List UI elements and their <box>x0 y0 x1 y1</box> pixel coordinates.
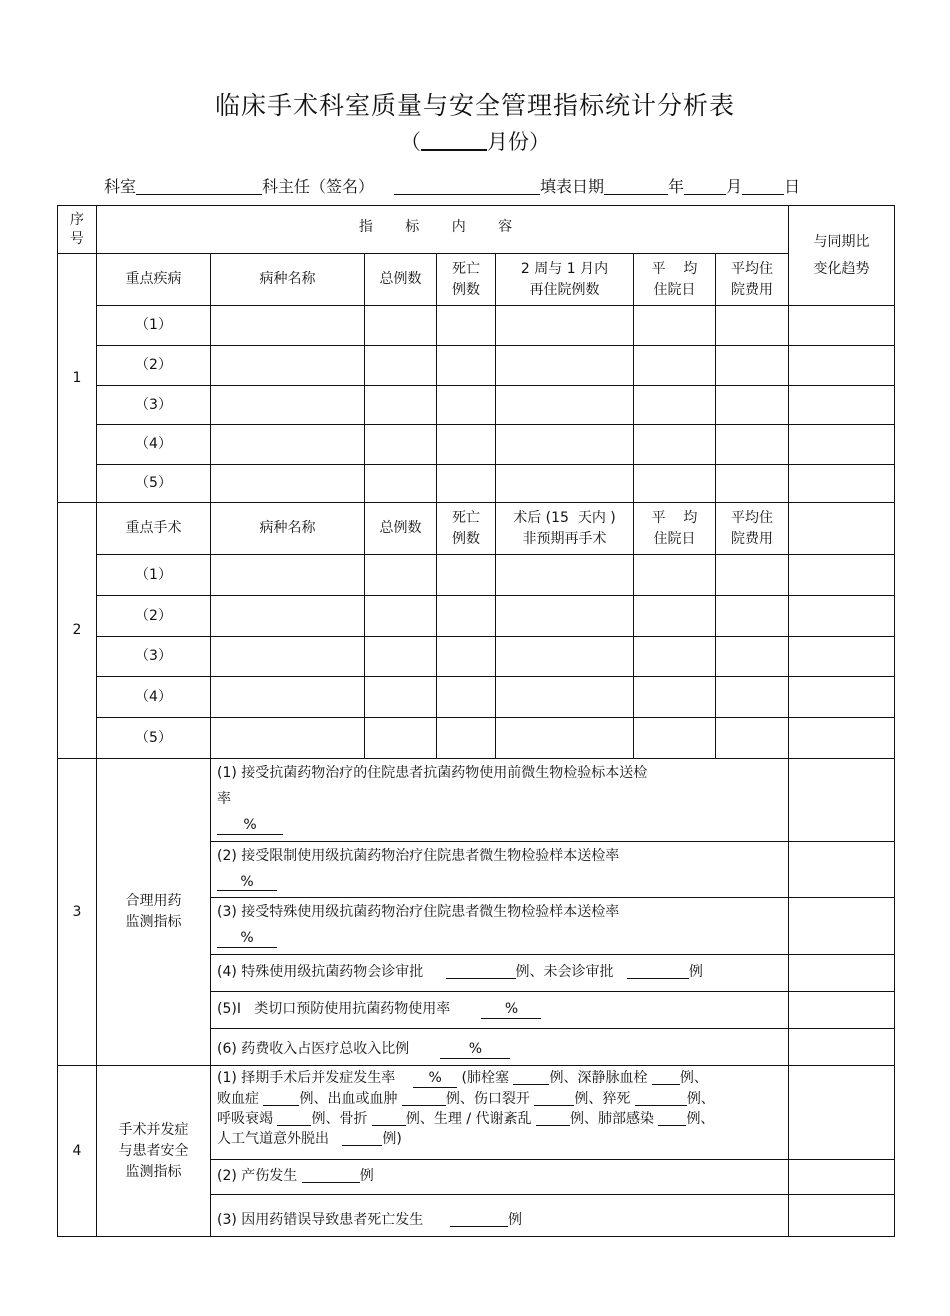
year-label: 年 <box>668 177 685 196</box>
cell[interactable] <box>437 718 496 759</box>
trend-cell[interactable] <box>789 677 895 718</box>
cell[interactable] <box>211 555 365 596</box>
trend-cell[interactable] <box>789 1066 895 1160</box>
cell[interactable] <box>437 465 496 503</box>
trend-cell[interactable] <box>789 503 895 555</box>
dept-label: 科室 <box>104 177 137 196</box>
director-label: 科主任（签名） <box>262 177 375 196</box>
trend-cell[interactable] <box>789 637 895 677</box>
section4-label: 手术并发症 与患者安全 监测指标 <box>97 1066 211 1237</box>
cell[interactable] <box>716 596 789 637</box>
section2-header: 平均住 院费用 <box>716 503 789 555</box>
cell[interactable] <box>716 677 789 718</box>
section3-item-6: (6) 药费收入占医疗总收入比例 % <box>211 1029 789 1066</box>
section1-header: 平均住 院费用 <box>716 254 789 306</box>
cell[interactable] <box>437 425 496 465</box>
cell[interactable] <box>211 386 365 425</box>
trend-cell[interactable] <box>789 955 895 992</box>
date-label: 填表日期 <box>540 177 605 196</box>
count-blank[interactable] <box>635 1091 687 1106</box>
section1-row-label: （5） <box>97 465 211 503</box>
cell[interactable] <box>634 306 716 346</box>
count-blank[interactable] <box>402 1091 446 1106</box>
cell[interactable] <box>716 555 789 596</box>
director-signature-blank[interactable] <box>394 178 540 195</box>
count-blank[interactable] <box>263 1091 299 1106</box>
percent-field[interactable]: % <box>481 1001 541 1019</box>
cell[interactable] <box>365 596 437 637</box>
cell[interactable] <box>634 596 716 637</box>
percent-field[interactable]: % <box>217 930 277 948</box>
section2-header: 重点手术 <box>97 503 211 555</box>
count-blank[interactable] <box>372 1111 406 1126</box>
cell[interactable] <box>634 677 716 718</box>
trend-cell[interactable] <box>789 1195 895 1237</box>
section1-header: 死亡 例数 <box>437 254 496 306</box>
cell[interactable] <box>496 677 634 718</box>
cell[interactable] <box>716 637 789 677</box>
cell[interactable] <box>437 306 496 346</box>
section1-number: 1 <box>58 254 97 503</box>
section2-row-label: （3） <box>97 637 211 677</box>
count-blank[interactable] <box>450 1212 508 1227</box>
section2-number: 2 <box>58 503 97 759</box>
count-blank[interactable] <box>342 1131 382 1146</box>
cell[interactable] <box>437 346 496 386</box>
section2-header: 术后 (15 天内 ) 非预期再手术 <box>496 503 634 555</box>
cell[interactable] <box>496 555 634 596</box>
cell[interactable] <box>365 637 437 677</box>
count-blank[interactable] <box>513 1070 549 1085</box>
trend-header: 与同期比 变化趋势 <box>789 206 895 306</box>
count-blank[interactable] <box>446 964 516 979</box>
count-blank[interactable] <box>302 1168 360 1183</box>
month-field-blank[interactable] <box>684 178 726 195</box>
indicator-table <box>57 205 895 1237</box>
cell[interactable] <box>365 386 437 425</box>
section2-row-label: （4） <box>97 677 211 718</box>
trend-cell[interactable] <box>789 718 895 759</box>
section1-header: 病种名称 <box>211 254 365 306</box>
percent-field[interactable]: % <box>217 874 277 892</box>
trend-cell[interactable] <box>789 898 895 955</box>
cell[interactable] <box>496 637 634 677</box>
section3-label: 合理用药 监测指标 <box>97 759 211 1066</box>
dept-blank[interactable] <box>136 178 262 195</box>
section2-header: 死亡 例数 <box>437 503 496 555</box>
section3-item-4: (4) 特殊使用级抗菌药物会诊审批 例、未会诊审批 例 <box>211 955 789 992</box>
count-blank[interactable] <box>652 1070 680 1085</box>
header-fields <box>104 174 800 197</box>
cell[interactable] <box>365 465 437 503</box>
count-blank[interactable] <box>277 1111 311 1126</box>
percent-field[interactable]: % <box>440 1041 510 1059</box>
cell[interactable] <box>716 465 789 503</box>
cell[interactable] <box>211 346 365 386</box>
section2-header: 平 均 住院日 <box>634 503 716 555</box>
section4-item-2: (2) 产伤发生 例 <box>211 1160 789 1195</box>
cell[interactable] <box>496 718 634 759</box>
trend-cell[interactable] <box>789 386 895 425</box>
cell[interactable] <box>634 386 716 425</box>
cell[interactable] <box>634 465 716 503</box>
section1-header: 平 均 住院日 <box>634 254 716 306</box>
section1-row-label: （3） <box>97 386 211 425</box>
subtitle-month: 月份） <box>487 130 550 154</box>
cell[interactable] <box>634 718 716 759</box>
count-blank[interactable] <box>536 1111 570 1126</box>
month-blank[interactable] <box>421 129 487 151</box>
section2-header: 总例数 <box>365 503 437 555</box>
section4-item-3: (3) 因用药错误导致患者死亡发生 例 <box>211 1195 789 1237</box>
cell[interactable] <box>437 555 496 596</box>
percent-field[interactable]: % <box>217 817 283 835</box>
section3-item-1: (1) 接受抗菌药物治疗的住院患者抗菌药物使用前微生物检验标本送检 率 % <box>211 759 789 842</box>
cell[interactable] <box>437 677 496 718</box>
cell[interactable] <box>437 386 496 425</box>
cell[interactable] <box>496 465 634 503</box>
cell[interactable] <box>496 346 634 386</box>
cell[interactable] <box>716 386 789 425</box>
trend-cell[interactable] <box>789 1160 895 1195</box>
subtitle-open: （ <box>400 130 421 154</box>
cell[interactable] <box>716 346 789 386</box>
cell[interactable] <box>211 465 365 503</box>
cell[interactable] <box>211 306 365 346</box>
cell[interactable] <box>365 346 437 386</box>
section1-row-label: （4） <box>97 425 211 465</box>
count-blank[interactable] <box>658 1111 686 1126</box>
cell[interactable] <box>716 425 789 465</box>
count-blank[interactable] <box>534 1091 574 1106</box>
cell[interactable] <box>496 425 634 465</box>
trend-cell[interactable] <box>789 425 895 465</box>
section3-item-5: (5)I 类切口预防使用抗菌药物使用率 % <box>211 992 789 1029</box>
section1-header: 重点疾病 <box>97 254 211 306</box>
cell[interactable] <box>365 555 437 596</box>
cell[interactable] <box>634 425 716 465</box>
trend-cell[interactable] <box>789 306 895 346</box>
section1-header: 2 周与 1 月内 再住院例数 <box>496 254 634 306</box>
section3-item-3: (3) 接受特殊使用级抗菌药物治疗住院患者微生物检验样本送检率 % <box>211 898 789 955</box>
section2-row-label: （1） <box>97 555 211 596</box>
cell[interactable] <box>211 718 365 759</box>
cell[interactable] <box>365 718 437 759</box>
section3-number: 3 <box>58 759 97 1066</box>
trend-cell[interactable] <box>789 465 895 503</box>
cell[interactable] <box>365 306 437 346</box>
seq-header: 序 号 <box>58 206 97 254</box>
month-label: 月 <box>726 177 743 196</box>
cell[interactable] <box>716 718 789 759</box>
section1-row-label: （1） <box>97 306 211 346</box>
section1-row-label: （2） <box>97 346 211 386</box>
cell[interactable] <box>716 306 789 346</box>
trend-cell[interactable] <box>789 555 895 596</box>
trend-cell[interactable] <box>789 596 895 637</box>
cell[interactable] <box>437 596 496 637</box>
section2-header: 病种名称 <box>211 503 365 555</box>
section2-row-label: （5） <box>97 718 211 759</box>
trend-cell[interactable] <box>789 346 895 386</box>
year-blank[interactable] <box>604 178 668 195</box>
cell[interactable] <box>211 425 365 465</box>
trend-cell[interactable] <box>789 759 895 842</box>
section4-number: 4 <box>58 1066 97 1237</box>
section1-header: 总例数 <box>365 254 437 306</box>
count-blank[interactable] <box>627 964 689 979</box>
trend-cell[interactable] <box>789 992 895 1029</box>
cell[interactable] <box>211 637 365 677</box>
day-label: 日 <box>784 177 801 196</box>
cell[interactable] <box>496 596 634 637</box>
month-line <box>0 126 950 156</box>
section2-row-label: （2） <box>97 596 211 637</box>
cell[interactable] <box>496 306 634 346</box>
section4-item-1: (1) 择期手术后并发症发生率 % (肺栓塞 例、深静脉血栓 例、 败血症 例、出血或血肿 例、伤口裂开 例、猝死 例、 呼吸衰竭 例、骨折 例、生理 / 代谢紊乱 例、肺部感染 例、 人工气道意外脱出 例) <box>211 1066 789 1160</box>
day-blank[interactable] <box>742 178 784 195</box>
cell[interactable] <box>496 386 634 425</box>
cell[interactable] <box>634 555 716 596</box>
trend-cell[interactable] <box>789 1029 895 1066</box>
percent-field[interactable]: % <box>413 1070 457 1088</box>
page-title: 临床手术科室质量与安全管理指标统计分析表 <box>214 91 735 120</box>
content-header: 指 标 内 容 <box>97 206 789 254</box>
cell[interactable] <box>365 425 437 465</box>
cell[interactable] <box>211 677 365 718</box>
cell[interactable] <box>211 596 365 637</box>
cell[interactable] <box>437 637 496 677</box>
trend-cell[interactable] <box>789 841 895 898</box>
cell[interactable] <box>634 637 716 677</box>
cell[interactable] <box>365 677 437 718</box>
cell[interactable] <box>634 346 716 386</box>
section3-item-2: (2) 接受限制使用级抗菌药物治疗住院患者微生物检验样本送检率 % <box>211 841 789 898</box>
